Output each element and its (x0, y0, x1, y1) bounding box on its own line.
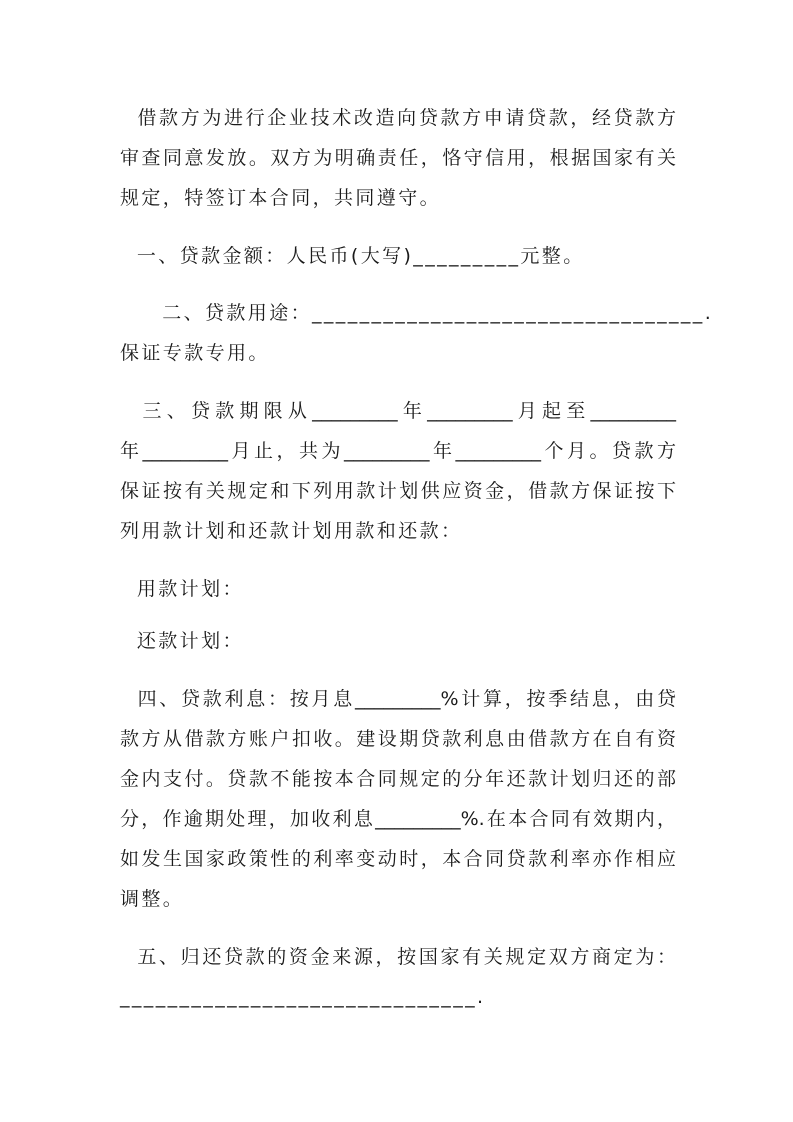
text-line: 借款方为进行企业技术改造向贷款方申请贷款，经贷款方 (120, 107, 676, 129)
clause-amount: 一、贷款金额：人民币(大写)_________元整。 (120, 245, 585, 267)
repayment-plan-label: 还款计划： (120, 630, 244, 652)
text-line: ______________________________. (120, 986, 486, 1008)
clause-term: 三、贷款期限从_________年_________月起至_________ (120, 400, 676, 422)
text-line: 列用款计划和还款计划用款和还款： (120, 520, 463, 542)
text-line: 审查同意发放。双方为明确责任，恪守信用，根据国家有关 (120, 147, 676, 169)
text-line: 分，作逾期处理，加收利息_________%.在本合同有效期内， (120, 808, 676, 830)
usage-plan-label: 用款计划： (120, 578, 244, 600)
text-line: 调整。 (120, 888, 185, 910)
clause-purpose: 二、贷款用途：_________________________________. (120, 302, 714, 324)
clause-repayment-source: 五、归还贷款的资金来源，按国家有关规定双方商定为： (120, 946, 676, 968)
text-line: 款方从借款方账户扣收。建设期贷款利息由借款方在自有资 (120, 728, 676, 750)
text-line: 年_________月止，共为_________年_________个月。贷款方 (120, 440, 676, 462)
text-line: 金内支付。贷款不能按本合同规定的分年还款计划归还的部 (120, 768, 676, 790)
clause-interest: 四、贷款利息：按月息_________%计算，按季结息，由贷 (120, 688, 676, 710)
text-line: 如发生国家政策性的利率变动时，本合同贷款利率亦作相应 (120, 848, 676, 870)
text-line: 保证专款专用。 (120, 342, 270, 364)
text-line: 规定，特签订本合同，共同遵守。 (120, 187, 442, 209)
text-line: 保证按有关规定和下列用款计划供应资金，借款方保证按下 (120, 480, 676, 502)
